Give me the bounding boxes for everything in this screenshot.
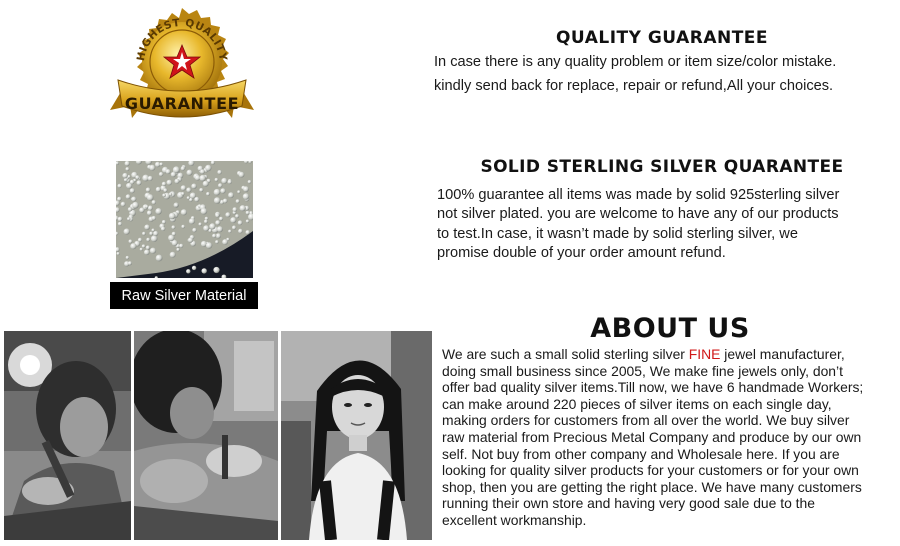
about-line: making orders for customers from all over the world. We buy silver [442,412,850,429]
fine-highlight: FINE [688,346,721,362]
sterling-silver-guarantee-text [437,186,887,264]
about-line: looking for quality silver products for your customers or for your own [442,462,859,479]
svg-text:HIGHEST QUALITY: HIGHEST QUALITY [134,16,229,62]
raw-silver-caption: Raw Silver Material [110,282,258,309]
highest-quality-guarantee-badge [108,6,256,132]
about-line: can make around 220 pieces of silver items on each single day, [442,395,832,412]
about-line: raw material from Precious Metal Company and produce by our own [442,428,862,445]
sterling-line: promise double of your order amount refund. [437,245,726,262]
about-line-suffix: jewel manufacturer, [720,346,845,362]
about-line: self. Not buy from other company and Wholesale here. If you are [442,445,840,462]
badge-ribbon-label: GUARANTEE [124,94,240,113]
about-line: excellent workmanship. [442,511,587,528]
quality-guarantee-line: kindly send back for replace, repair or refund,All your choices. [434,78,834,94]
star-seal-icon [108,6,256,132]
raw-silver-granules-photo [116,161,253,278]
about-line: running their own store and having very good sale due to the [442,495,815,512]
about-us-text [442,346,894,529]
about-line [442,346,894,363]
quality-guarantee-title: QUALITY GUARANTEE [555,28,769,48]
about-line-prefix: We are such a small solid sterling silver [442,346,689,362]
sterling-line: 100% guarantee all items was made by solid 925sterling silver [437,187,840,203]
about-line: shop, then you are getting the right place. We have many customers [442,478,862,495]
sterling-line: not silver plated. you are welcome to have any of our products [437,206,839,223]
sterling-line: to test.In case, it wasn’t made by solid sterling silver, we [437,225,798,242]
workshop-photo-soldering [134,331,278,540]
about-us-title: ABOUT US [590,313,750,344]
about-line: offer bad quality silver items.Till now, we have 6 handmade Workers; [442,379,864,396]
about-line: doing small business since 2005, We make fine jewels only, don’t [442,362,843,379]
workshop-photo-polishing [4,331,131,540]
workshop-photo-worker-portrait [281,331,432,540]
sterling-silver-guarantee-title: SOLID STERLING SILVER QUARANTEE [480,157,844,177]
quality-guarantee-line: In case there is any quality problem or item size/color mistake. [434,54,837,70]
